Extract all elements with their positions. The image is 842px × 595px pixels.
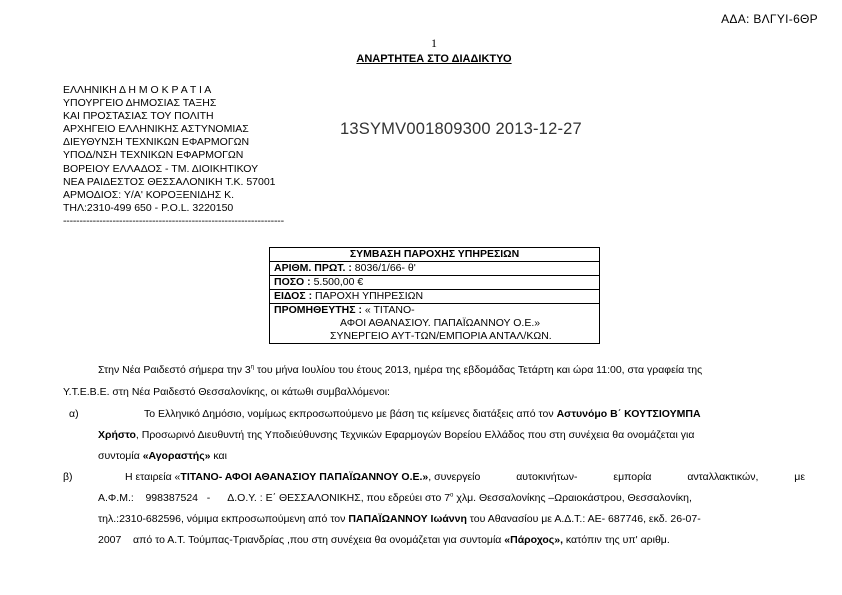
issuer-block: [63, 84, 315, 228]
separator-line: -------------------------------------------------------------------: [63, 214, 284, 227]
issuer-line: ΥΠΟΥΡΓΕΙΟ ΔΗΜΟΣΙΑΣ ΤΑΞΗΣ: [63, 97, 217, 110]
party-b-line-4: [98, 534, 670, 546]
id-issuer-text: από το Α.Τ. Τούμπας-Τριανδρίας ,που στη συνέχεια θα ονομάζεται για συντομία: [133, 534, 505, 546]
doy-text: Δ.Ο.Υ. : Ε΄ ΘΕΣΣΑΛΟΝΙΚΗΣ, που εδρεύει στο 7: [227, 492, 451, 504]
party-a-line-2: [98, 429, 694, 441]
party-a-line-1: [144, 408, 701, 420]
issuer-line: ΝΕΑ ΡΑΙΔΕΣΤΟΣ ΘΕΣΣΑΛΟΝΙΚΗ Τ.Κ. 57001: [63, 175, 276, 188]
party-a-role: , Προσωρινό Διευθυντή της Υποδιεύθυνσης Τεχνικών Εφαρμογών Βορείου Ελλάδος που στη συνέχεια θα ονομάζεται για: [135, 429, 695, 441]
type-label: ΕΙΔΟΣ :: [274, 290, 313, 302]
intro-superscript: η: [250, 364, 255, 371]
party-a-marker: α): [69, 408, 79, 420]
intro-text-a: Στην Νέα Ραιδεστό σήμερα την 3: [98, 364, 251, 376]
phone-text: τηλ.:2310-682596, νόμιμα εκπροσωπούμενη από τον: [98, 513, 349, 525]
party-b-word: αυτοκινήτων-: [516, 471, 578, 483]
party-b-alias: «Πάροχος»,: [504, 534, 563, 546]
protocol-label: ΑΡΙΘΜ. ΠΡΩΤ. :: [274, 262, 352, 274]
issuer-line: ΔΙΕΥΘΥΝΣΗ ΤΕΧΝΙΚΩΝ ΕΦΑΡΜΟΓΩΝ: [63, 136, 250, 149]
party-b-intro: Η εταιρεία «: [125, 471, 181, 483]
type-value: ΠΑΡΟΧΗ ΥΠΗΡΕΣΙΩΝ: [315, 290, 424, 302]
ada-code: ΑΔΑ: ΒΛΓΥΙ-6ΘΡ: [721, 12, 818, 26]
party-b-company: [125, 471, 480, 483]
afm-dash: -: [206, 492, 211, 504]
page-number: 1: [431, 36, 437, 50]
party-b-line-2: [98, 492, 692, 504]
afm-label: Α.Φ.Μ.:: [98, 492, 134, 504]
party-b-word: , συνεργείο: [428, 471, 481, 483]
intro-line-2: Υ.Τ.Ε.Β.Ε. στη Νέα Ραιδεστό Θεσσαλονίκης, οι κάτωθι συμβαλλόμενοι:: [63, 386, 390, 398]
party-a-alias: «Αγοραστής»: [142, 450, 211, 462]
party-b-word: εμπορία: [613, 471, 652, 483]
afm-value: 998387524: [145, 492, 199, 504]
issuer-line: ΑΡΧΗΓΕΙΟ ΕΛΛΗΝΙΚΗΣ ΑΣΤΥΝΟΜΙΑΣ: [63, 123, 249, 136]
amount-label: ΠΟΣΟ :: [274, 276, 311, 288]
contract-title: ΣΥΜΒΑΣΗ ΠΑΡΟΧΗΣ ΥΠΗΡΕΣΙΩΝ: [349, 248, 520, 260]
address-text: χλμ. Θεσσαλονίκης –Ωραιοκάστρου, Θεσσαλονίκη,: [456, 492, 692, 504]
supplier-line-2: ΑΦΟΙ ΑΘΑΝΑΣΙΟΥ. ΠΑΠΑΪΩΑΝΝΟΥ Ο.Ε.»: [340, 317, 541, 329]
intro-text-b: του μήνα Ιουλίου του έτους 2013, ημέρα της εβδομάδας Τετάρτη και ώρα 11:00, στα γραφεία της: [254, 364, 703, 376]
representative-name: ΠΑΠΑΪΩΑΝΝΟΥ Ιωάννη: [348, 513, 467, 525]
issuer-line: ΕΛΛΗΝΙΚΗ Δ Η Μ Ο Κ Ρ Α Τ Ι Α: [63, 84, 212, 96]
party-b-company-name: ΤΙΤΑΝΟ- ΑΦΟΙ ΑΘΑΝΑΣΙΟΥ ΠΑΠΑΪΩΑΝΝΟΥ Ο.Ε.»: [180, 471, 429, 483]
issuer-line: ΒΟΡΕΙΟΥ ΕΛΛΑΔΟΣ - ΤΜ. ΔΙΟΙΚΗΤΙΚΟΥ: [63, 162, 259, 175]
registry-code: 13SYMV001809300 2013-12-27: [340, 120, 582, 138]
post-notice-title: ΑΝΑΡΤΗΤΕΑ ΣΤΟ ΔΙΑΔΙΚΤΥΟ: [356, 53, 512, 65]
km-superscript: ο: [450, 492, 454, 499]
supplier-line-3: ΣΥΝΕΡΓΕΙΟ ΑΥΤ-ΤΩΝ/ΕΜΠΟΡΙΑ ΑΝΤΑΛ/ΚΩΝ.: [330, 330, 552, 342]
protocol-row: [270, 261, 599, 275]
type-row: [270, 289, 599, 303]
protocol-value: 8036/1/66- θ': [354, 262, 416, 274]
contract-summary-box: [269, 247, 600, 344]
supplier-line-1: « ΤΙΤΑΝΟ-: [364, 304, 415, 316]
party-b-word: ανταλλακτικών,: [687, 471, 759, 483]
party-b-tail: κατόπιν της υπ' αριθμ.: [563, 534, 670, 546]
representative-id: του Αθανασίου με Α.Δ.Τ.: ΑΕ- 687746, εκδ. 26-07-: [466, 513, 701, 525]
issuer-line: ΥΠΟΔ/ΝΣΗ ΤΕΧΝΙΚΩΝ ΕΦΑΡΜΟΓΩΝ: [63, 149, 244, 162]
party-a-firstname: Χρήστο: [98, 429, 136, 441]
supplier-row: [270, 303, 599, 343]
party-b-marker: β): [63, 471, 73, 483]
party-b-line-1: [125, 471, 805, 483]
amount-row: [270, 275, 599, 289]
party-a-line-3: [98, 450, 227, 462]
party-b-line-3: [98, 513, 701, 525]
party-a-name: Αστυνόμο Β΄ ΚΟΥΤΣΙΟΥΜΠΑ: [556, 408, 701, 420]
party-a-text: Το Ελληνικό Δημόσιο, νομίμως εκπροσωπούμενο με βάση τις κείμενες διατάξεις από τον: [144, 408, 554, 420]
id-year: 2007: [98, 534, 122, 546]
issuer-line: ΚΑΙ ΠΡΟΣΤΑΣΙΑΣ ΤΟΥ ΠΟΛΙΤΗ: [63, 110, 214, 123]
party-a-tail: και: [210, 450, 227, 462]
issuer-line: ΑΡΜΟΔΙΟΣ: Υ/Α' ΚΟΡΟΞΕΝΙΔΗΣ Κ.: [63, 188, 235, 201]
amount-value: 5.500,00 €: [313, 276, 364, 288]
intro-line-1: [98, 364, 702, 376]
issuer-line: ΤΗΛ:2310-499 650 - P.O.L. 3220150: [63, 201, 234, 214]
party-a-short-text: συντομία: [98, 450, 143, 462]
party-b-word: με: [794, 471, 805, 483]
supplier-label: ΠΡΟΜΗΘΕΥΤΗΣ :: [274, 304, 362, 316]
